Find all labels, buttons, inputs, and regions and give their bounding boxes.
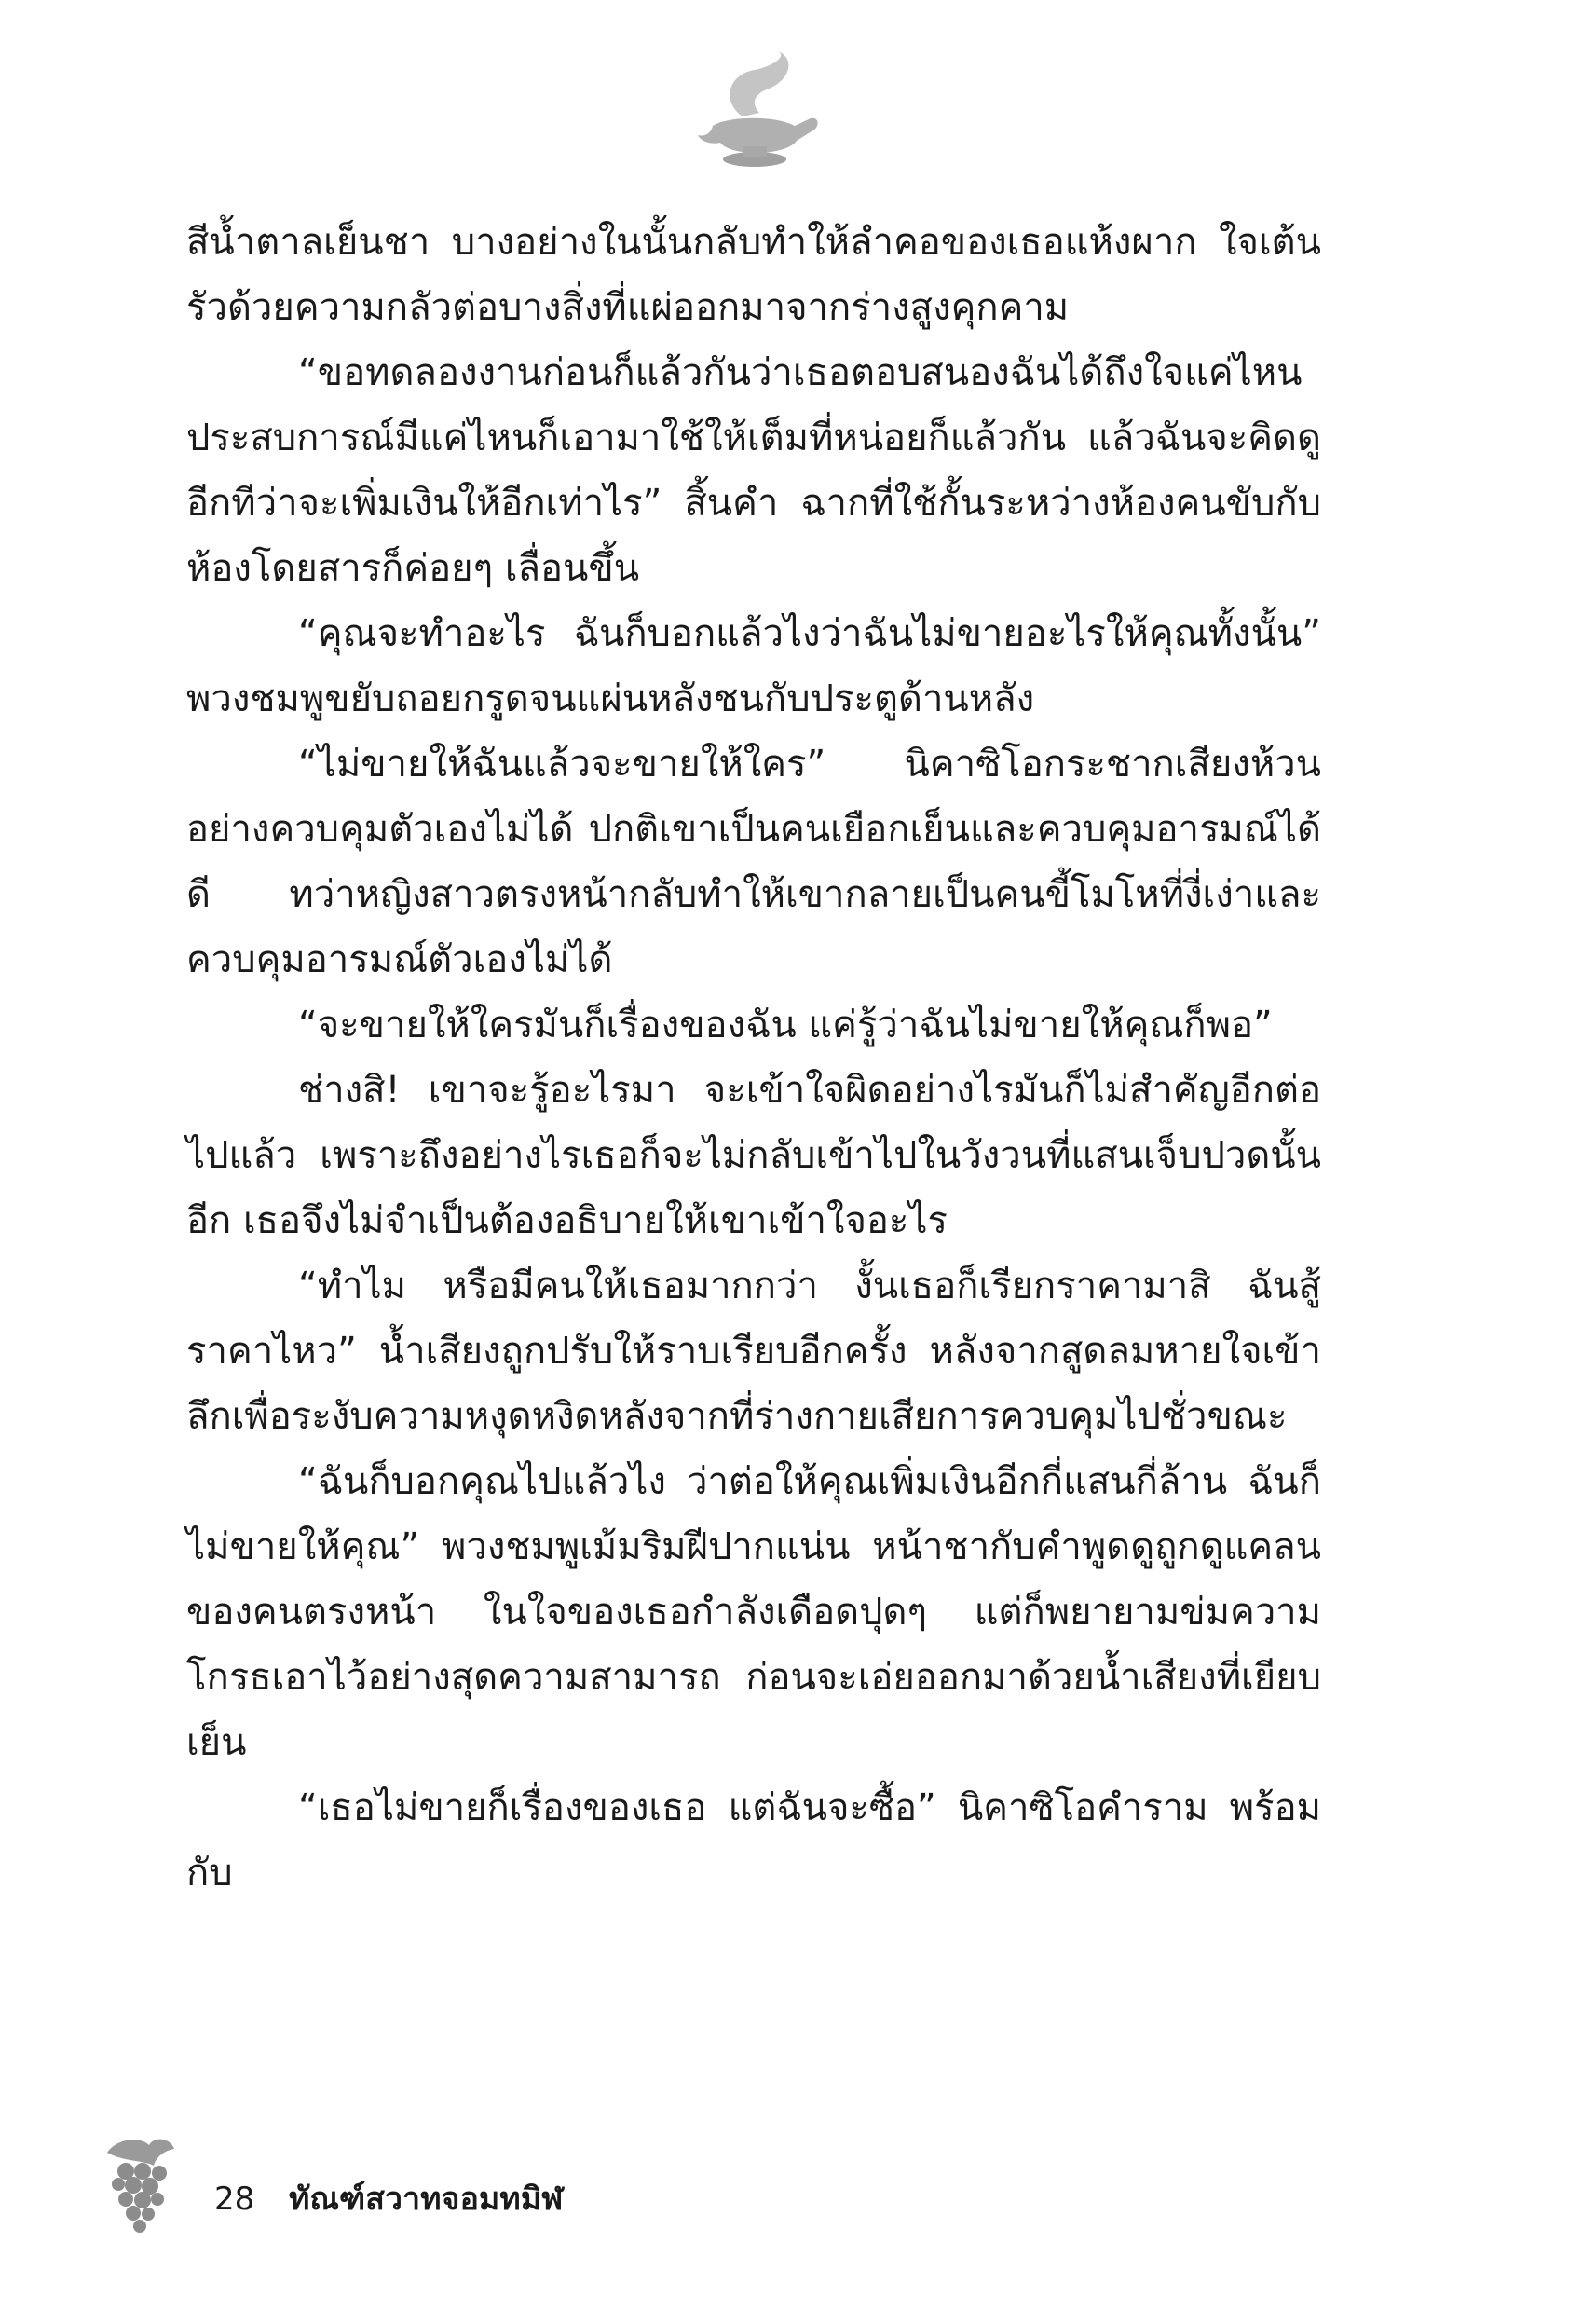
paragraph: สีน้ำตาลเย็นชา บางอย่างในนั้นกลับทำให้ลำคอของเธอแห้งผาก ใจเต้นรัวด้วยความกลัวต่อบางสิ่งที่แผ่ออกมาจากร่างสูงคุกคาม (186, 221, 1321, 329)
book-title: ทัณฑ์สวาทจอมทมิฬ (289, 2181, 564, 2218)
body-text (186, 210, 1321, 1906)
genie-lamp-ornament (685, 51, 825, 172)
paragraph: “ขอทดลองงานก่อนก็แล้วกันว่าเธอตอบสนองฉันได้ถึงใจแค่ไหน ประสบการณ์มีแค่ไหนก็เอามาใช้ให้เต็มที่หน่อยก็แล้วกัน แล้วฉันจะคิดดูอีกทีว่าจะเพิ่มเงินให้อีกเท่าไร” สิ้นคำ ฉากที่ใช้กั้นระหว่างห้องคนขับกับห้องโดยสารก็ค่อยๆ เลื่อนขึ้น (186, 351, 1321, 590)
paragraph: “ฉันก็บอกคุณไปแล้วไง ว่าต่อให้คุณเพิ่มเงินอีกกี่แสนกี่ล้าน ฉันก็ไม่ขายให้คุณ” พวงชมพูเม้มริมฝีปากแน่น หน้าชากับคำพูดดูถูกดูแคลนของคนตรงหน้า ในใจของเธอกำลังเดือดปุดๆ แต่ก็พยายามข่มความโกรธเอาไว้อย่างสุดความสามารถ ก่อนจะเอ่ยออกมาด้วยน้ำเสียงที่เยียบเย็น (186, 1460, 1321, 1764)
grapes-icon (98, 2134, 182, 2236)
page-number: 28 (214, 2181, 255, 2218)
paragraph: “ไม่ขายให้ฉันแล้วจะขายให้ใคร” นิคาซิโอกระชากเสียงห้วนอย่างควบคุมตัวเองไม่ได้ ปกติเขาเป็นคนเยือกเย็นและควบคุมอารมณ์ได้ดี ทว่าหญิงสาวตรงหน้ากลับทำให้เขากลายเป็นคนขี้โมโหที่งี่เง่าและควบคุมอารมณ์ตัวเองไม่ได้ (186, 743, 1321, 981)
paragraph: “เธอไม่ขายก็เรื่องของเธอ แต่ฉันจะซื้อ” นิคาซิโอคำราม พร้อมกับ (186, 1786, 1321, 1894)
paragraph: “คุณจะทำอะไร ฉันก็บอกแล้วไงว่าฉันไม่ขายอะไรให้คุณทั้งนั้น” พวงชมพูขยับถอยกรูดจนแผ่นหลังชนกับประตูด้านหลัง (186, 612, 1321, 720)
paragraph: ช่างสิ! เขาจะรู้อะไรมา จะเข้าใจผิดอย่างไรมันก็ไม่สำคัญอีกต่อไปแล้ว เพราะถึงอย่างไรเธอก็จะไม่กลับเข้าไปในวังวนที่แสนเจ็บปวดนั้นอีก เธอจึงไม่จำเป็นต้องอธิบายให้เขาเข้าใจอะไร (186, 1069, 1321, 1242)
page-footer (98, 2134, 750, 2236)
paragraph: “ทำไม หรือมีคนให้เธอมากกว่า งั้นเธอก็เรียกราคามาสิ ฉันสู้ราคาไหว” น้ำเสียงถูกปรับให้ราบเรียบอีกครั้ง หลังจากสูดลมหายใจเข้าลึกเพื่อระงับความหงุดหงิดหลังจากที่ร่างกายเสียการควบคุมไปชั่วขณะ (186, 1265, 1321, 1438)
paragraph: “จะขายให้ใครมันก็เรื่องของฉัน แค่รู้ว่าฉันไม่ขายให้คุณก็พอ” (298, 1004, 1273, 1046)
